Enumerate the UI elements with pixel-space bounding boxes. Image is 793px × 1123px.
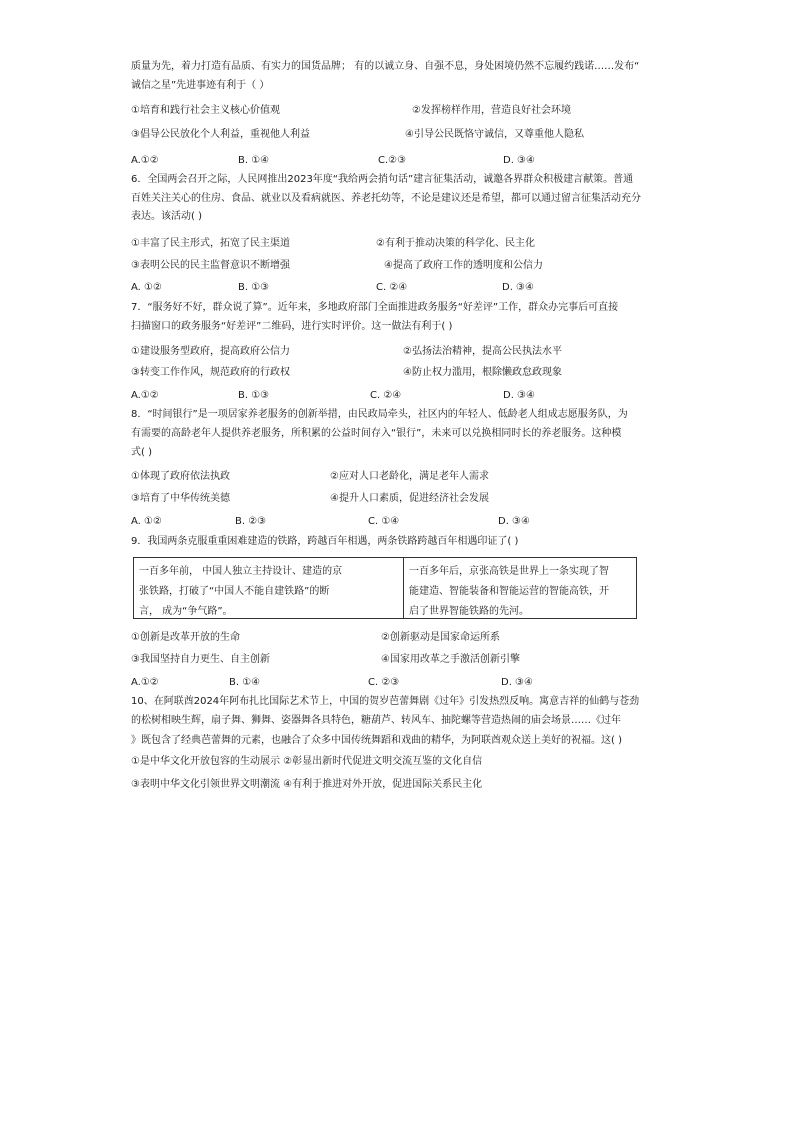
q8-answer-b: B. ②③ [235,516,267,527]
q9-right-line-3: 启了世界智能铁路的先河。 [409,606,529,617]
q6-option-1: ①丰富了民主形式，拓宽了民主渠道 [131,238,290,249]
q5-answer-a: A.①② [131,155,159,166]
q9-answer-a: A.①② [131,677,159,688]
q7-option-4: ④防止权力滥用，根除懒政怠政现象 [403,367,562,378]
q8-option-4: ④提升人口素质，促进经济社会发展 [330,493,489,504]
q9-option-1: ①创新是改革开放的生命 [131,632,240,643]
q6-option-3: ③表明公民的民主监督意识不断增强 [131,260,290,271]
q8-stem-line-3: 式( ) [131,447,152,458]
q8-stem-line-1: 8．“时间银行”是一项居家养老服务的创新举措，由民政局牵头，社区内的年轻人、低龄老人组成志愿服务队，为 [131,409,628,420]
q7-stem-line-2: 扫描窗口的政务服务“好差评”二维码，进行实时评价。这一做法有利于( ) [131,321,453,332]
q9-answer-b: B. ①④ [229,677,261,688]
q6-option-2: ②有利于推动决策的科学化、民主化 [376,238,535,249]
q7-stem-line-1: 7．“服务好不好，群众说了算”。近年来，多地政府部门全面推进政务服务“好差评”工作，群众办完事后可直接 [131,302,619,313]
q8-answer-d: D. ③④ [498,516,530,527]
q9-right-line-1: 一百多年后，京张高铁是世界上一条实现了智 [409,566,609,577]
q8-option-2: ②应对人口老龄化，满足老年人需求 [330,471,489,482]
q7-answer-c: C. ②④ [370,390,402,401]
q9-table-right-cell [404,558,636,618]
q9-right-line-2: 能建造、智能装备和智能运营的智能高铁，开 [409,586,609,597]
q7-answer-b: B. ①③ [238,390,270,401]
q8-option-1: ①体现了政府依法执政 [131,471,230,482]
q9-option-2: ②创新驱动是国家命运所系 [381,632,500,643]
q9-option-3: ③我国坚持自力更生、自主创新 [131,654,270,665]
q8-stem-line-2: 有需要的高龄老年人提供养老服务，所积累的公益时间存入“银行”，未来可以兑换相同时长的养老服务。这种模 [131,428,622,439]
q9-left-line-2: 张铁路，打破了“中国人不能自建铁路”的断 [139,586,330,597]
q5-answer-b: B. ①④ [238,155,270,166]
q6-answer-d: D. ③④ [502,282,534,293]
q5-stem-line-2: 诚信之星”先进事迹有利于（ ） [131,80,270,91]
q10-options-line-2: ③表明中华文化引领世界文明潮流 ④有利于推进对外开放，促进国际关系民主化 [131,779,483,790]
q6-answer-a: A. ①② [131,282,162,293]
q9-answer-d: D. ③④ [501,677,533,688]
q6-stem-line-1: 6．全国两会召开之际，人民网推出2023年度“我给两会捎句话”建言征集活动，诚邀各界群众积极建言献策。普通 [131,174,634,185]
q6-option-4: ④提高了政府工作的透明度和公信力 [384,260,543,271]
q8-answer-a: A. ①② [131,516,162,527]
q7-option-1: ①建设服务型政府，提高政府公信力 [131,346,290,357]
q8-answer-c: C. ①④ [368,516,400,527]
q9-left-line-3: 言， 成为“争气路”。 [139,606,233,617]
q6-stem-line-3: 表达。该活动( ) [131,211,202,222]
q5-answer-d: D. ③④ [503,155,535,166]
q6-answer-c: C. ②④ [376,282,408,293]
q9-table-left-cell [134,558,404,618]
q6-answer-b: B. ①③ [238,282,270,293]
q10-options-line-1: ①是中华文化开放包容的生动展示 ②彰显出新时代促进文明交流互鉴的文化自信 [131,756,483,767]
q8-option-3: ③培育了中华传统美德 [131,493,230,504]
q5-answer-c: C.②③ [378,155,407,166]
q9-left-line-1: 一百多年前， 中国人独立主持设计、建造的京 [139,566,343,577]
q9-answer-c: C. ②③ [368,677,400,688]
q9-option-4: ④国家用改革之手激活创新引擎 [381,654,520,665]
q10-stem-line-3: 》既包含了经典芭蕾舞的元素，也融合了众多中国传统舞蹈和戏曲的精华，为阿联酋观众送上美好的祝福。这( ) [131,735,622,746]
q5-option-1: ①培育和践行社会主义核心价值观 [131,105,280,116]
q6-stem-line-2: 百姓关注关心的住房、食品、就业以及看病就医、养老托幼等，不论是建议还是希望，都可以通过留言征集活动充分 [131,193,641,204]
q9-stem-line-1: 9．我国两条克服重重困难建造的铁路，跨越百年相遇，两条铁路跨越百年相遇印证了( ) [131,536,519,547]
q7-answer-d: D. ③④ [503,390,535,401]
q7-option-2: ②弘扬法治精神，提高公民执法水平 [403,346,562,357]
q10-stem-line-2: 的松树相映生辉，扇子舞、狮舞、姿器舞各具特色，糖葫芦、转风车、抽陀螺等营造热闹的庙会场景……《过年 [131,715,621,726]
q5-option-2: ②发挥榜样作用，营造良好社会环境 [412,105,571,116]
q5-option-4: ④引导公民既恪守诚信，又尊重他人隐私 [405,129,584,140]
q10-stem-line-1: 10、在阿联酋2024年阿布扎比国际艺术节上，中国的贺岁芭蕾舞剧《过年》引发热烈反响。寓意吉祥的仙鹤与苍劲 [131,696,640,707]
q7-answer-a: A.①② [131,390,159,401]
q5-option-3: ③倡导公民放化个人利益，重视他人利益 [131,129,310,140]
q7-option-3: ③转变工作作风，规范政府的行政权 [131,367,290,378]
q5-stem-line-1: 质量为先，着力打造有品质、有实力的国货品牌； 有的以诚立身、自强不息，身处困境仍然不忘履约践诺……发布“ [131,61,640,72]
q9-comparison-table [133,557,637,619]
